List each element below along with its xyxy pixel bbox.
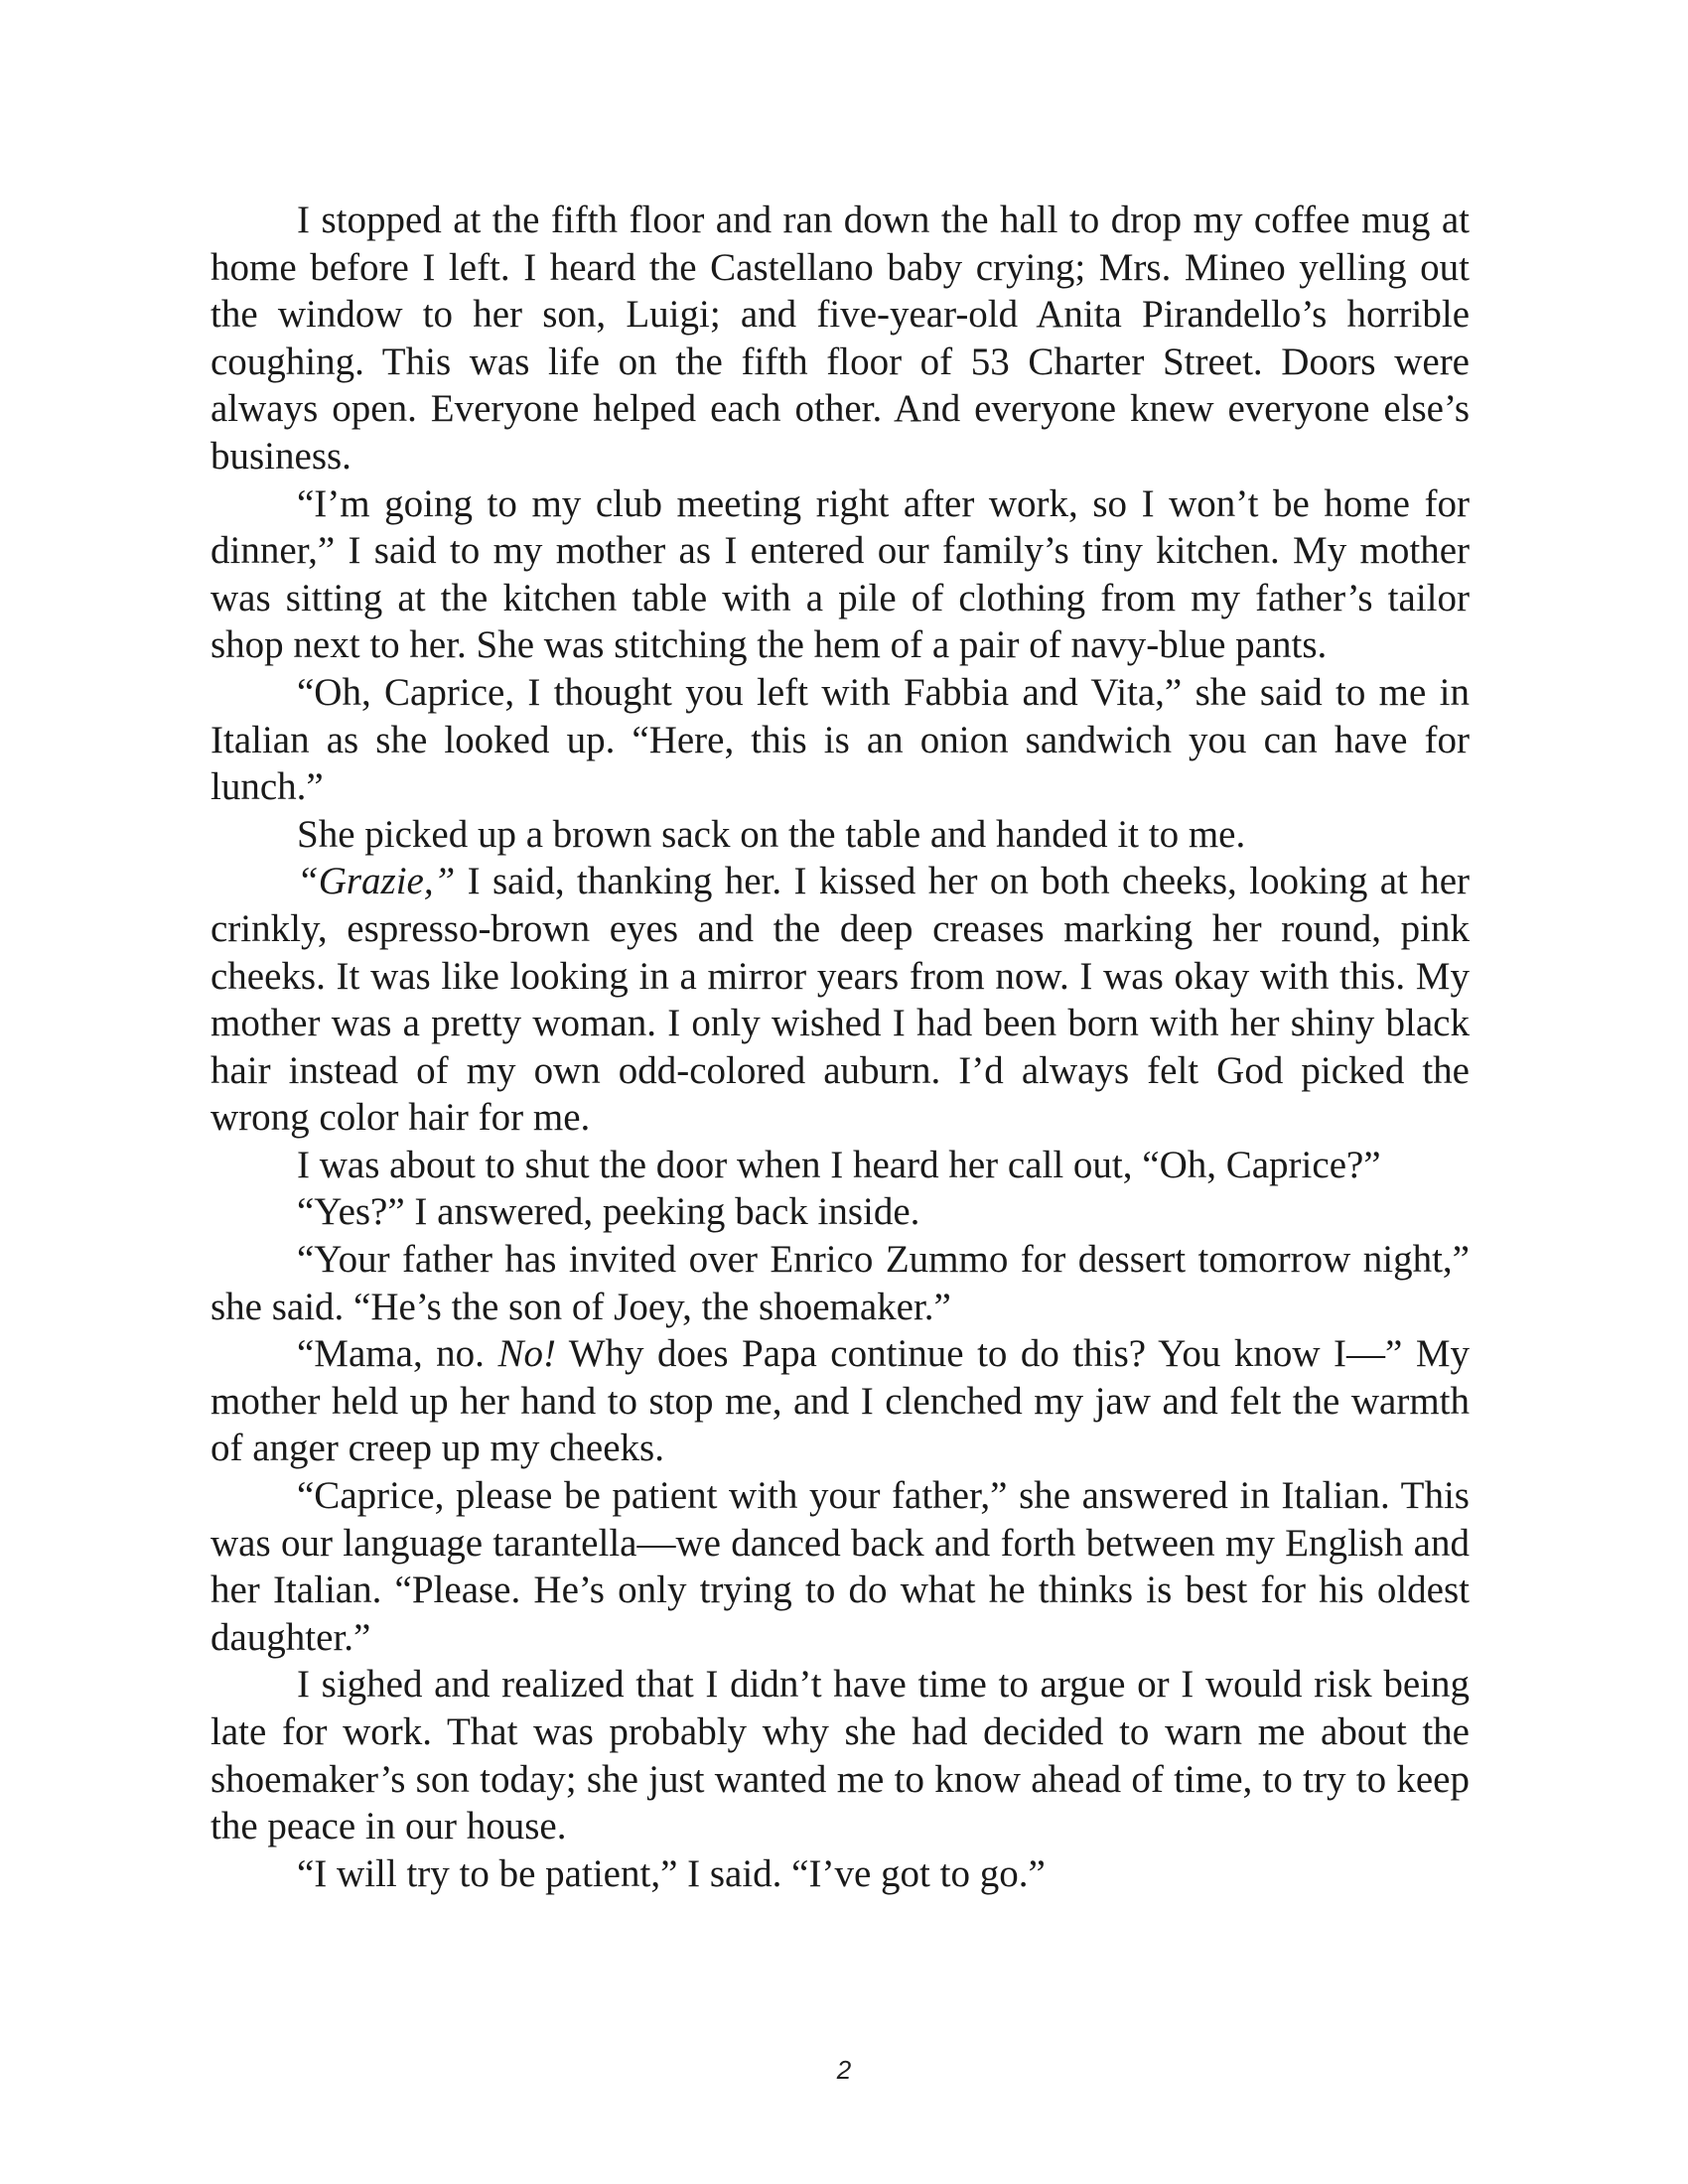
paragraph — [211, 1188, 1470, 1236]
paragraph — [211, 480, 1470, 669]
paragraph — [211, 197, 1470, 480]
italic-word-grazie: “Grazie,” — [297, 860, 456, 903]
paragraph — [211, 1472, 1470, 1661]
page-body — [211, 197, 1470, 1897]
paragraph-text: “Oh, Caprice, I thought you left with Fabbia and Vita,” she said to me in Italian as she looked up. “Here, this is an onion sandwich you can have for lunch.” — [211, 670, 1470, 809]
paragraph-text: I was about to shut the door when I heard her call out, “Oh, Caprice?” — [297, 1143, 1381, 1186]
page-number: 2 — [836, 2055, 852, 2085]
paragraph — [211, 858, 1470, 1142]
paragraph-text: I said, thanking her. I kissed her on both cheeks, looking at her crinkly, espresso-brown eyes and the deep creases marking her round, pink cheeks. It was like looking in a mirror years from now. I was okay with this. My mother was a pretty woman. I only wished I had been born with her shiny black hair instead of my own odd-colored auburn. I’d always felt God picked the wrong color hair for me. — [211, 860, 1470, 1140]
paragraph-text: She picked up a brown sack on the table and handed it to me. — [297, 812, 1246, 856]
paragraph-text: “I’m going to my club meeting right after work, so I won’t be home for dinner,” I said to my mother as I entered our family’s tiny kitchen. My mother was sitting at the kitchen table with a pile of clothing from my father’s tailor shop next to her. She was stitching the hem of a pair of navy-blue pants. — [211, 481, 1470, 667]
paragraph-text: I stopped at the fifth floor and ran down the hall to drop my coffee mug at home before I left. I heard the Castellano baby crying; Mrs. Mineo yelling out the window to her son, Luigi; and five-year-old Anita Pirandello’s horrible coughing. This was life on the fifth floor of 53 Charter Street. Doors were always open. Everyone helped each other. And everyone knew everyone else’s business. — [211, 199, 1470, 478]
paragraph-text: “Yes?” I answered, peeking back inside. — [297, 1190, 920, 1234]
paragraph — [211, 1236, 1470, 1330]
paragraph-text: “I will try to be patient,” I said. “I’ve got to go.” — [297, 1851, 1046, 1895]
italic-word-no: No! — [497, 1332, 556, 1376]
paragraph-text: Why does Papa continue to do this? You know I—” My mother held up her hand to stop me, and I clenched my jaw and felt the warmth of anger creep up my cheeks. — [211, 1332, 1470, 1470]
paragraph — [211, 1661, 1470, 1849]
paragraph — [211, 811, 1470, 859]
paragraph-text: “Your father has invited over Enrico Zummo for dessert tomorrow night,” she said. “He’s the son of Joey, the shoemaker.” — [211, 1238, 1470, 1328]
paragraph-text: “Caprice, please be patient with your father,” she answered in Italian. This was our language tarantella—we danced back and forth between my English and her Italian. “Please. He’s only trying to do what he thinks is best for his oldest daughter.” — [211, 1474, 1470, 1659]
paragraph — [211, 1330, 1470, 1472]
paragraph — [211, 669, 1470, 811]
paragraph-text: “Mama, no. — [297, 1332, 498, 1376]
paragraph — [211, 1142, 1470, 1189]
paragraph — [211, 1850, 1470, 1898]
paragraph-text: I sighed and realized that I didn’t have time to argue or I would risk being late for work. That was probably why she had decided to warn me about the shoemaker’s son today; she just wanted me to know ahead of time, to try to keep the peace in our house. — [211, 1663, 1470, 1848]
